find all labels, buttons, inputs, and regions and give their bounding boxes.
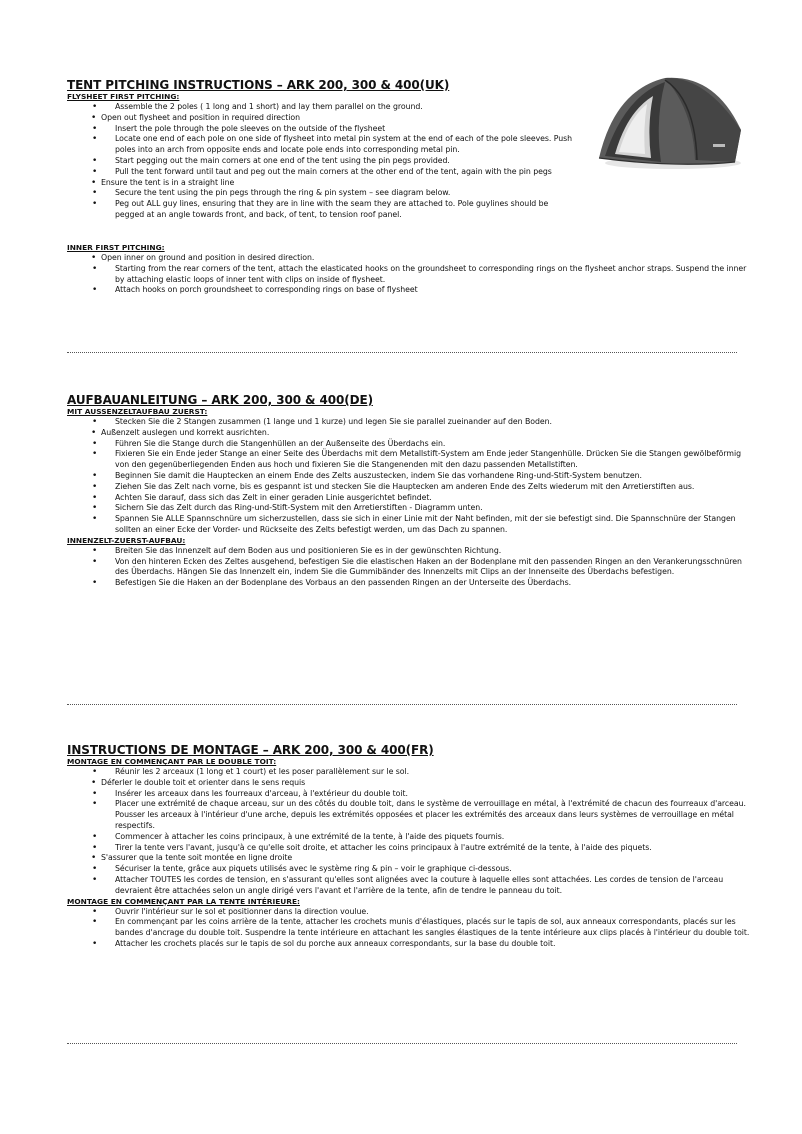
step-item: • Beginnen Sie damit die Hauptecken an einem Ende des Zelts auszustecken, indem Sie das vorhandene Ring-und-Stift-System benutzen. [67, 471, 757, 482]
subheading-double-toit: MONTAGE EN COMMENÇANT PAR LE DOUBLE TOIT: [67, 757, 277, 766]
step-item: • Attacher les crochets placés sur le tapis de sol du porche aux anneaux correspondants, sur la base du double toit. [67, 939, 757, 950]
step-item: • Pull the tent forward until taut and peg out the main corners at the other end of the tent, again with the pin pegs [67, 167, 577, 178]
step-item: • En commençant par les coins arrière de la tente, attacher les crochets munis d'élastiques, placés sur le tapis de sol, aux anneaux correspondants, placés sur les bandes d'ancrage du double toit. Suspendre la tente intérieure en attachant les sangles élastiques de la tente intérieure aux clips placés à l'intérieur du double toit. [67, 917, 757, 939]
step-item: • Außenzelt auslegen und korrekt ausrichten. [67, 428, 757, 439]
step-item: • Spannen Sie ALLE Spannschnüre um sicherzustellen, dass sie sich in einer Linie mit der Naht befinden, mit der sie befestigt sind. Die Spannschnüre der Stangen sollten an einer Ecke der Vorder- und Rückseite des Zelts befestigt werden, um das Dach zu spannen. [67, 514, 757, 536]
section-fr [67, 743, 757, 950]
step-item: • Open inner on ground and position in desired direction. [67, 253, 757, 264]
step-list-outer-first [67, 417, 757, 536]
section-title-uk: TENT PITCHING INSTRUCTIONS – ARK 200, 300 & 400(UK) [67, 78, 450, 92]
section-uk-inner [67, 243, 757, 296]
subheading-inner-first-de: INNENZELT-ZUERST-AUFBAU: [67, 535, 186, 545]
step-item: • Achten Sie darauf, dass sich das Zelt in einer geraden Linie ausgerichtet befindet. [67, 493, 757, 504]
step-item: • S'assurer que la tente soit montée en ligne droite [67, 853, 757, 864]
step-list-flysheet-first [67, 102, 577, 221]
step-item: • Peg out ALL guy lines, ensuring that they are in line with the seam they are attached to. Pole guylines should be pegged at an angle towards front, and back, of tent, to tension roof panel. [67, 199, 577, 221]
step-list-inner-first-de [67, 546, 757, 589]
step-item: • Réunir les 2 arceaux (1 long et 1 court) et les poser parallèlement sur le sol. [67, 767, 757, 778]
subheading-tente-interieure: MONTAGE EN COMMENÇANT PAR LA TENTE INTÉRIEURE: [67, 896, 300, 906]
step-item: • Tirer la tente vers l'avant, jusqu'à ce qu'elle soit droite, et attacher les coins principaux à l'autre extrémité de la tente, à l'aide des piquets. [67, 843, 757, 854]
step-item: • Sichern Sie das Zelt durch das Ring-und-Stift-System mit den Arretierstiften - Diagramm unten. [67, 503, 757, 514]
section-de [67, 393, 757, 589]
section-uk [67, 78, 577, 221]
subheading-flysheet-first: FLYSHEET FIRST PITCHING: [67, 92, 180, 101]
step-list-tente-interieure [67, 907, 757, 950]
step-item: • Starting from the rear corners of the tent, attach the elasticated hooks on the groundsheet to corresponding rings on the flysheet anchor straps. Suspend the inner by attaching elastic loops of inner tent with clips on inside of flysheet. [67, 264, 757, 286]
step-item: • Sécuriser la tente, grâce aux piquets utilisés avec le système ring & pin – voir le graphique ci-dessous. [67, 864, 757, 875]
step-item: • Fixieren Sie ein Ende jeder Stange an einer Seite des Überdachs mit dem Metallstift-System am Ende jeder Stangenhülle. Drücken Sie die Stangen gewölbeförmig von den gegenüberliegenden Enden aus hoch und fixieren Sie die Stangenenden mit den dazu passenden Metallstiften. [67, 449, 757, 471]
step-item: • Ensure the tent is in a straight line [67, 178, 577, 189]
subheading-outer-first: MIT AUSSENZELTAUFBAU ZUERST: [67, 407, 208, 416]
tent-illustration [595, 70, 745, 170]
section-title-fr: INSTRUCTIONS DE MONTAGE – ARK 200, 300 & 400(FR) [67, 743, 434, 757]
step-item: • Führen Sie die Stange durch die Stangenhüllen an der Außenseite des Überdachs ein. [67, 439, 757, 450]
divider-fr [67, 1043, 737, 1044]
divider-uk [67, 352, 737, 353]
step-item: • Locate one end of each pole on one side of flysheet into metal pin system at the end of each of the pole sleeves. Push poles into an arch from opposite ends and locate pole ends into corresponding metal pin. [67, 134, 577, 156]
step-item: • Déferler le double toit et orienter dans le sens requis [67, 778, 757, 789]
step-list-double-toit [67, 767, 757, 897]
section-title-de: AUFBAUANLEITUNG – ARK 200, 300 & 400(DE) [67, 393, 373, 407]
step-item: • Start pegging out the main corners at one end of the tent using the pin pegs provided. [67, 156, 577, 167]
step-item: • Von den hinteren Ecken des Zeltes ausgehend, befestigen Sie die elastischen Haken an der Bodenplane mit den passenden Ringen an den Verankerungsschnüren des Überdachs. Hängen Sie das Innenzelt ein, indem Sie die Gummibänder des Innenzelts mit Clips an der Innenseite des Überdachs befestigen. [67, 557, 757, 579]
step-item: • Secure the tent using the pin pegs through the ring & pin system – see diagram below. [67, 188, 577, 199]
step-item: • Commencer à attacher les coins principaux, à une extrémité de la tente, à l'aide des piquets fournis. [67, 832, 757, 843]
step-item: • Ziehen Sie das Zelt nach vorne, bis es gespannt ist und stecken Sie die Hauptecken am anderen Ende des Zelts wiederum mit den Arretierstiften aus. [67, 482, 757, 493]
step-item: • Insert the pole through the pole sleeves on the outside of the flysheet [67, 124, 577, 135]
step-item: • Ouvrir l'intérieur sur le sol et positionner dans la direction voulue. [67, 907, 757, 918]
step-list-inner-first [67, 253, 757, 296]
step-item: • Stecken Sie die 2 Stangen zusammen (1 lange und 1 kurze) und legen Sie sie parallel zueinander auf den Boden. [67, 417, 757, 428]
step-item: • Attacher TOUTES les cordes de tension, en s'assurant qu'elles sont alignées avec la couture à laquelle elles sont attachées. Les cordes de tension de l'arceau devraient être attachées selon un angle dirigé vers l'avant et l'arrière de la tente, afin de tendre le panneau du toit. [67, 875, 757, 897]
step-item: • Befestigen Sie die Haken an der Bodenplane des Vorbaus an den passenden Ringen an der Unterseite des Überdachs. [67, 578, 757, 589]
step-item: • Open out flysheet and position in required direction [67, 113, 577, 124]
step-item: • Breiten Sie das Innenzelt auf dem Boden aus und positionieren Sie es in der gewünschten Richtung. [67, 546, 757, 557]
step-item: • Attach hooks on porch groundsheet to corresponding rings on base of flysheet [67, 285, 757, 296]
step-item: • Insérer les arceaux dans les fourreaux d'arceau, à l'extérieur du double toit. [67, 789, 757, 800]
divider-de [67, 704, 737, 705]
step-item: • Assemble the 2 poles ( 1 long and 1 short) and lay them parallel on the ground. [67, 102, 577, 113]
step-item: • Placer une extrémité de chaque arceau, sur un des côtés du double toit, dans le système de verrouillage en métal, à l'extrémité de chacun des fourreaux d'arceau. Pousser les arceaux à l'intérieur d'une arche, depuis les extrémités opposées et placer les extrémités des arceaux dans leurs systèmes de verrouillage en métal respectifs. [67, 799, 757, 831]
subheading-inner-first: INNER FIRST PITCHING: [67, 243, 165, 252]
